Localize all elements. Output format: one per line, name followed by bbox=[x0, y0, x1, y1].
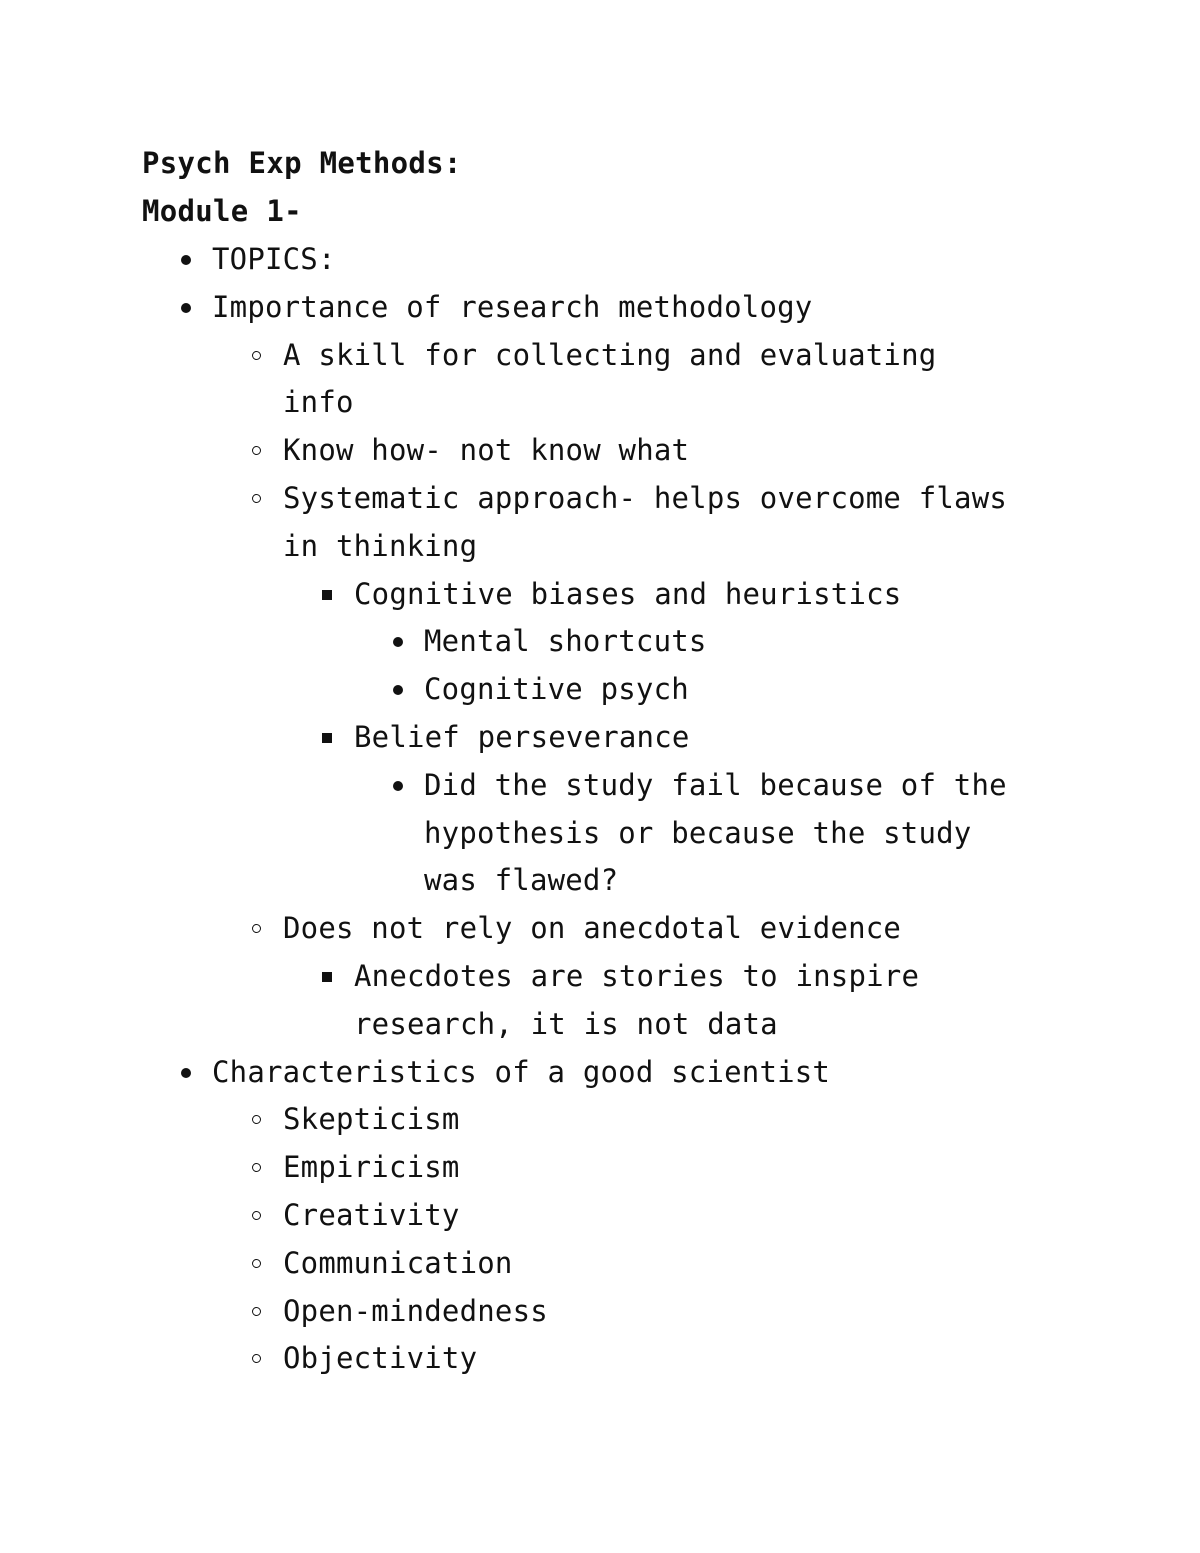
filled-square-bullet bbox=[322, 733, 332, 743]
filled-disc-bullet bbox=[393, 637, 403, 647]
outline-item-level-2: Skepticism bbox=[283, 1102, 460, 1137]
outline-item-level-2: Communication bbox=[283, 1245, 513, 1280]
document-title: Psych Exp Methods: bbox=[142, 146, 462, 180]
filled-disc-bullet bbox=[393, 685, 403, 695]
hollow-circle-bullet bbox=[252, 1354, 261, 1363]
outline-item-level-4: Cognitive psych bbox=[424, 672, 689, 707]
outline-item-level-4: hypothesis or because the study bbox=[424, 815, 972, 850]
outline-item-level-2: Open-mindedness bbox=[283, 1293, 548, 1328]
hollow-circle-bullet bbox=[252, 1163, 261, 1172]
hollow-circle-bullet bbox=[252, 1259, 261, 1268]
outline-item-level-2: Objectivity bbox=[283, 1341, 478, 1376]
outline-item-level-3: research, it is not data bbox=[354, 1006, 778, 1041]
hollow-circle-bullet bbox=[252, 351, 261, 360]
outline-item-level-2: Know how- not know what bbox=[283, 433, 690, 468]
filled-disc-bullet bbox=[181, 1068, 191, 1078]
outline-item-level-4: Mental shortcuts bbox=[424, 624, 707, 659]
outline-item-level-4: Did the study fail because of the bbox=[424, 767, 1007, 802]
hollow-circle-bullet bbox=[252, 924, 261, 933]
outline-item-level-2: info bbox=[283, 385, 354, 420]
outline-item-level-3: Anecdotes are stories to inspire bbox=[354, 959, 920, 993]
outline-item-level-2: Systematic approach- helps overcome flaws bbox=[283, 481, 1008, 515]
outline-item-level-1: Characteristics of a good scientist bbox=[212, 1054, 831, 1089]
module-heading: Module 1- bbox=[142, 194, 302, 228]
outline-item-level-3: Cognitive biases and heuristics bbox=[354, 576, 902, 611]
outline-item-level-2: in thinking bbox=[283, 528, 478, 563]
outline-item-level-2: Does not rely on anecdotal evidence bbox=[283, 911, 902, 946]
outline-item-level-2: Empiricism bbox=[283, 1150, 460, 1185]
hollow-circle-bullet bbox=[252, 1211, 261, 1220]
outline-item-level-3: Belief perseverance bbox=[354, 720, 690, 754]
filled-disc-bullet bbox=[181, 303, 191, 313]
outline-item-level-2: Creativity bbox=[283, 1198, 460, 1232]
filled-square-bullet bbox=[322, 590, 332, 600]
hollow-circle-bullet bbox=[252, 494, 261, 503]
outline-item-level-1: TOPICS: bbox=[212, 242, 336, 276]
outline-item-level-1: Importance of research methodology bbox=[212, 289, 813, 324]
hollow-circle-bullet bbox=[252, 1115, 261, 1124]
filled-square-bullet bbox=[322, 972, 332, 982]
outline-item-level-2: A skill for collecting and evaluating bbox=[283, 337, 937, 372]
hollow-circle-bullet bbox=[252, 446, 261, 455]
filled-disc-bullet bbox=[181, 255, 191, 265]
filled-disc-bullet bbox=[393, 781, 403, 791]
outline-item-level-4: was flawed? bbox=[424, 863, 619, 898]
hollow-circle-bullet bbox=[252, 1307, 261, 1316]
